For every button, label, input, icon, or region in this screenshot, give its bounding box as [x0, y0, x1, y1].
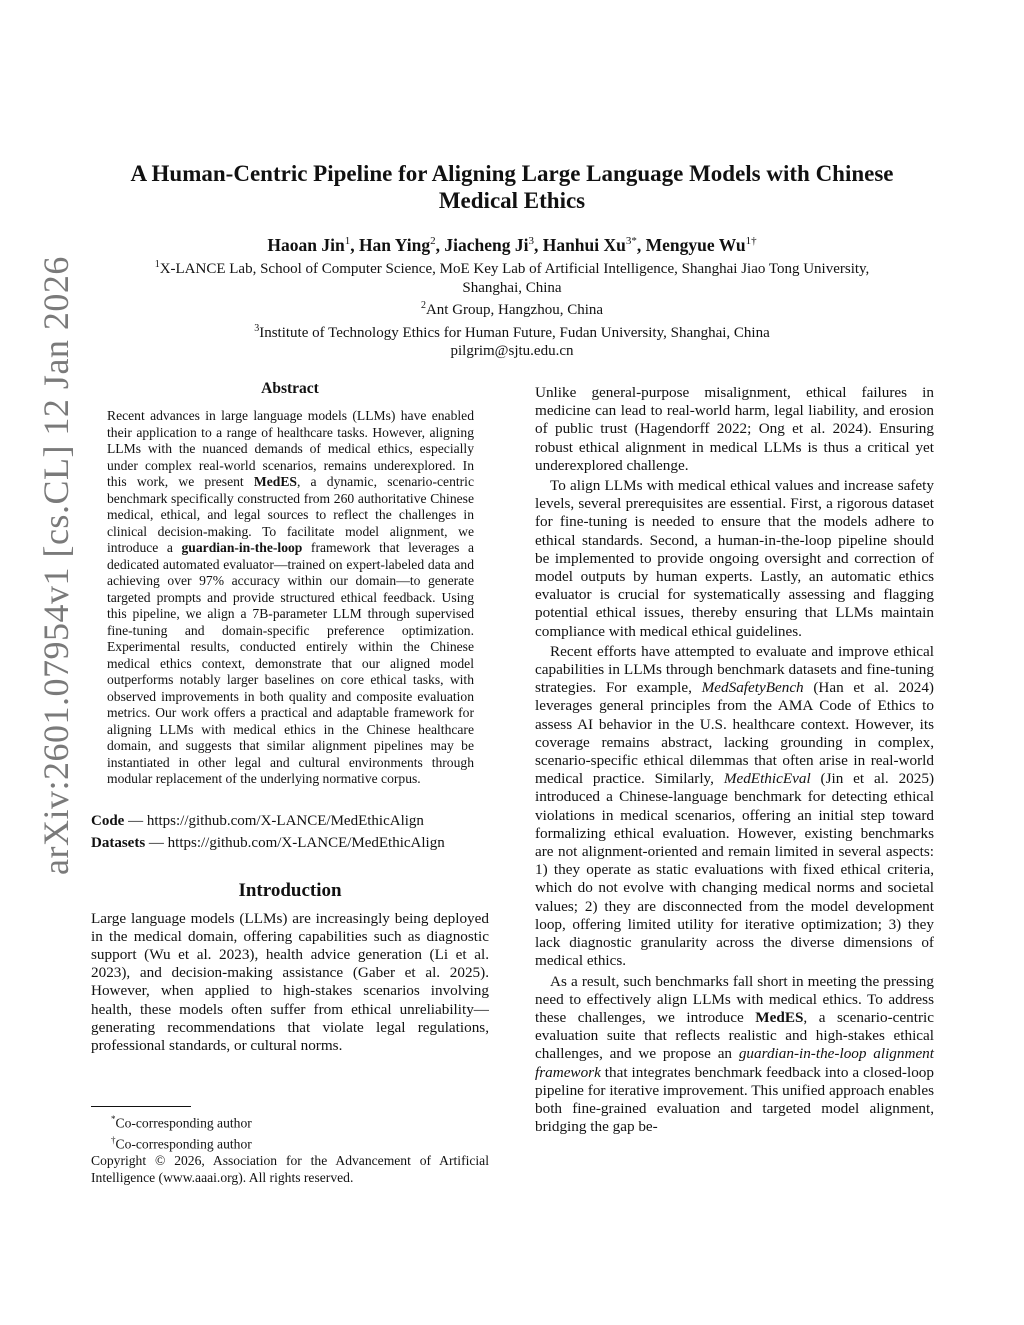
abstract-bold-term: MedES [253, 474, 297, 489]
contact-email: pilgrim@sjtu.edu.cn [450, 343, 574, 359]
datasets-label: Datasets [91, 834, 146, 851]
abstract-part: framework that leverages a dedicated automated evaluator—trained on expert-labeled data and achieving over 97% accuracy within our domain—to generate targeted prompts and provide structured ethical feedback. Using this pipeline, we align a 7B-parameter LLM through supervised fine-tuning and domain-specific preference optimization. Experimental results, conducted entirely within the Chinese medical ethics context, demonstrate that our aligned model outperforms notably larger baselines on core ethical tasks, with observed improvements in both quality and composite evaluation metrics. Our work offers a practical and adaptable framework for aligning LLMs with medical ethics in the Chinese healthcare domain, and suggests that similar alignment pipelines may be instantiated in other legal and cultural environments through modular replacement of the underlying normative corpus. [107, 540, 474, 786]
footnote-rule [91, 1106, 191, 1107]
affiliation-1-continued: Shanghai, China [462, 279, 562, 296]
body-paragraph: To align LLMs with medical ethical values and increase safety levels, several prerequisites are essential. First, a rigorous dataset for fine-tuning is needed to ensure that the models adhere to ethical standards. Second, a human-in-the-loop pipeline should be implemented to provide ongoing oversight and correction of model outputs by human experts. Lastly, an automatic ethics evaluator is crucial for systematically assessing and flagging potential ethical issues, thereby ensuring that LLMs maintain compliance with medical ethical guidelines. [535, 477, 934, 640]
affiliation-mark: 3 [254, 322, 260, 334]
introduction-heading: Introduction [238, 879, 342, 901]
affiliations [100, 256, 924, 361]
paper-title: A Human-Centric Pipeline for Aligning Large Language Models with Chinese Medical Ethics [130, 161, 894, 213]
text-run: As a result, such benchmarks fall short in meeting the pressing need to effectively align LLMs with medical ethics. To address these challenges, we introduce [535, 972, 934, 1026]
author-name: Hanhui Xu [542, 234, 626, 255]
text-run: , a scenario-centric evaluation suite that reflects realistic and high-stakes ethical challenges, and we propose an [535, 1008, 934, 1063]
abstract-part: Recent advances in large language models (LLMs) have enabled their application to a range of healthcare tasks. However, aligning LLMs with the nuanced demands of medical ethics, especially under complex real-world scenarios, remains underexplored. In this work, we present [107, 408, 474, 489]
copyright-notice: Copyright © 2026, Association for the Advancement of Artificial Intelligence (www.aaai.org). All rights reserved. [91, 1153, 489, 1186]
benchmark-name: MedES [755, 1008, 804, 1026]
author-mark: 1† [745, 235, 757, 247]
text-run: (Jin et al. 2025) introduced a Chinese-language benchmark for detecting ethical violations in medical scenarios, offering an initial step toward formalizing ethical evaluation. However, existing benchmarks are not alignment-oriented and remain limited in several aspects: 1) they operate as static evaluations with fixed ethical criteria, which do not evolve with changing medical norms and societal values; 2) they are disconnected from the model development loop, offering limited utility for iterative optimization; 3) they lack diagnostic granularity across the diverse dimensions of medical ethics. [535, 770, 935, 970]
abstract-part: , a dynamic, scenario-centric benchmark specifically constructed from 260 authoritative Chinese medical, ethical, and legal sources to reflect the challenges in clinical decision-making. To facilitate model alignment, we introduce a [107, 474, 474, 555]
affiliation-mark: 1 [154, 259, 160, 270]
footnote-mark: † [111, 1134, 116, 1145]
abstract-text [107, 408, 474, 788]
code-link[interactable]: — https://github.com/X-LANCE/MedEthicAlign [124, 812, 424, 829]
affiliation-mark: 2 [420, 300, 426, 311]
author-mark: 3* [625, 235, 637, 247]
body-paragraph: Unlike general-purpose misalignment, ethical failures in medicine can lead to real-world harm, legal liability, and erosion of public trust (Hagendorff 2022; Ong et al. 2024). Ensuring robust ethical alignment in medical LLMs is thus a critical yet underexplored challenge. [535, 384, 934, 474]
footnote-1: Co-corresponding author [115, 1115, 252, 1131]
datasets-link[interactable]: — https://github.com/X-LANCE/MedEthicAlign [145, 834, 445, 851]
affiliation-3: Institute of Technology Ethics for Human Future, Fudan University, Shanghai, China [259, 324, 770, 341]
author-name: Han Ying [358, 234, 431, 255]
benchmark-name: MedSafetyBench [701, 679, 804, 697]
abstract-bold-term: guardian-in-the-loop [181, 540, 303, 555]
code-label: Code [91, 812, 125, 829]
footnote-2: Co-corresponding author [115, 1136, 252, 1152]
author-list: Haoan Jin$^1$, Han Ying$^2$, Jiacheng Ji$^3$, Hanhui $Xu^{3*}$, Mengyue $Wu^{1\dagger}$ [267, 234, 757, 255]
intro-paragraph: Large language models (LLMs) are increasingly being deployed in the medical domain, offering capabilities such as diagnostic support (Wu et al. 2023), health advice generation (Li et al. 2023), and decision-making assistance (Gaber et al. 2025). However, when applied to high-stakes scenarios involving health, these models often suffer from ethical unreliability—generating recommendations that violate legal regulations, professional standards, or cultural norms. [91, 909, 489, 1054]
text-run: that integrates benchmark feedback into a closed-loop pipeline for iterative improvement. This unified approach enables both fine-grained evaluation and targeted model alignment, bridging the gap be- [535, 1063, 934, 1136]
author-name: Haoan Jin [267, 234, 345, 255]
arxiv-identifier: arXiv:2601.07954v1 [cs.CL] 12 Jan 2026 [36, 256, 76, 875]
footnote-mark: * [111, 1114, 116, 1124]
author-name: Mengyue Wu [645, 234, 746, 255]
benchmark-name: MedEthicEval [723, 770, 811, 788]
footnotes [91, 1106, 489, 1186]
body-paragraph [535, 643, 934, 971]
author-mark: 2 [430, 235, 436, 247]
affiliation-2: Ant Group, Hangzhou, China [425, 302, 604, 318]
author-mark: 3 [528, 235, 534, 247]
author-name: Jiacheng Ji [444, 234, 529, 255]
text-run: Recent efforts have attempted to evaluate and improve ethical capabilities in LLMs through benchmark datasets and fine-tuning strategies. For example, [535, 642, 934, 697]
left-column [91, 380, 489, 1055]
affiliation-1: X-LANCE Lab, School of Computer Science, MoE Key Lab of Artificial Intelligence, Shanghai Jiao Tong University, [159, 261, 870, 277]
resource-links [91, 810, 489, 854]
body-paragraph [535, 973, 934, 1137]
author-mark: 1 [344, 235, 351, 247]
right-column [535, 384, 934, 1136]
abstract-heading: Abstract [261, 380, 319, 397]
framework-name: guardian-in-the-loop alignment framework [535, 1045, 934, 1081]
text-run: (Han et al. 2024) leverages general principles from the AMA Code of Ethics to assess AI behavior in the U.S. healthcare context. However, its coverage remains abstract, lacking grounding in complex, scenario-specific ethical dilemmas that often arise in real-world medical practice. Similarly, [535, 679, 934, 788]
